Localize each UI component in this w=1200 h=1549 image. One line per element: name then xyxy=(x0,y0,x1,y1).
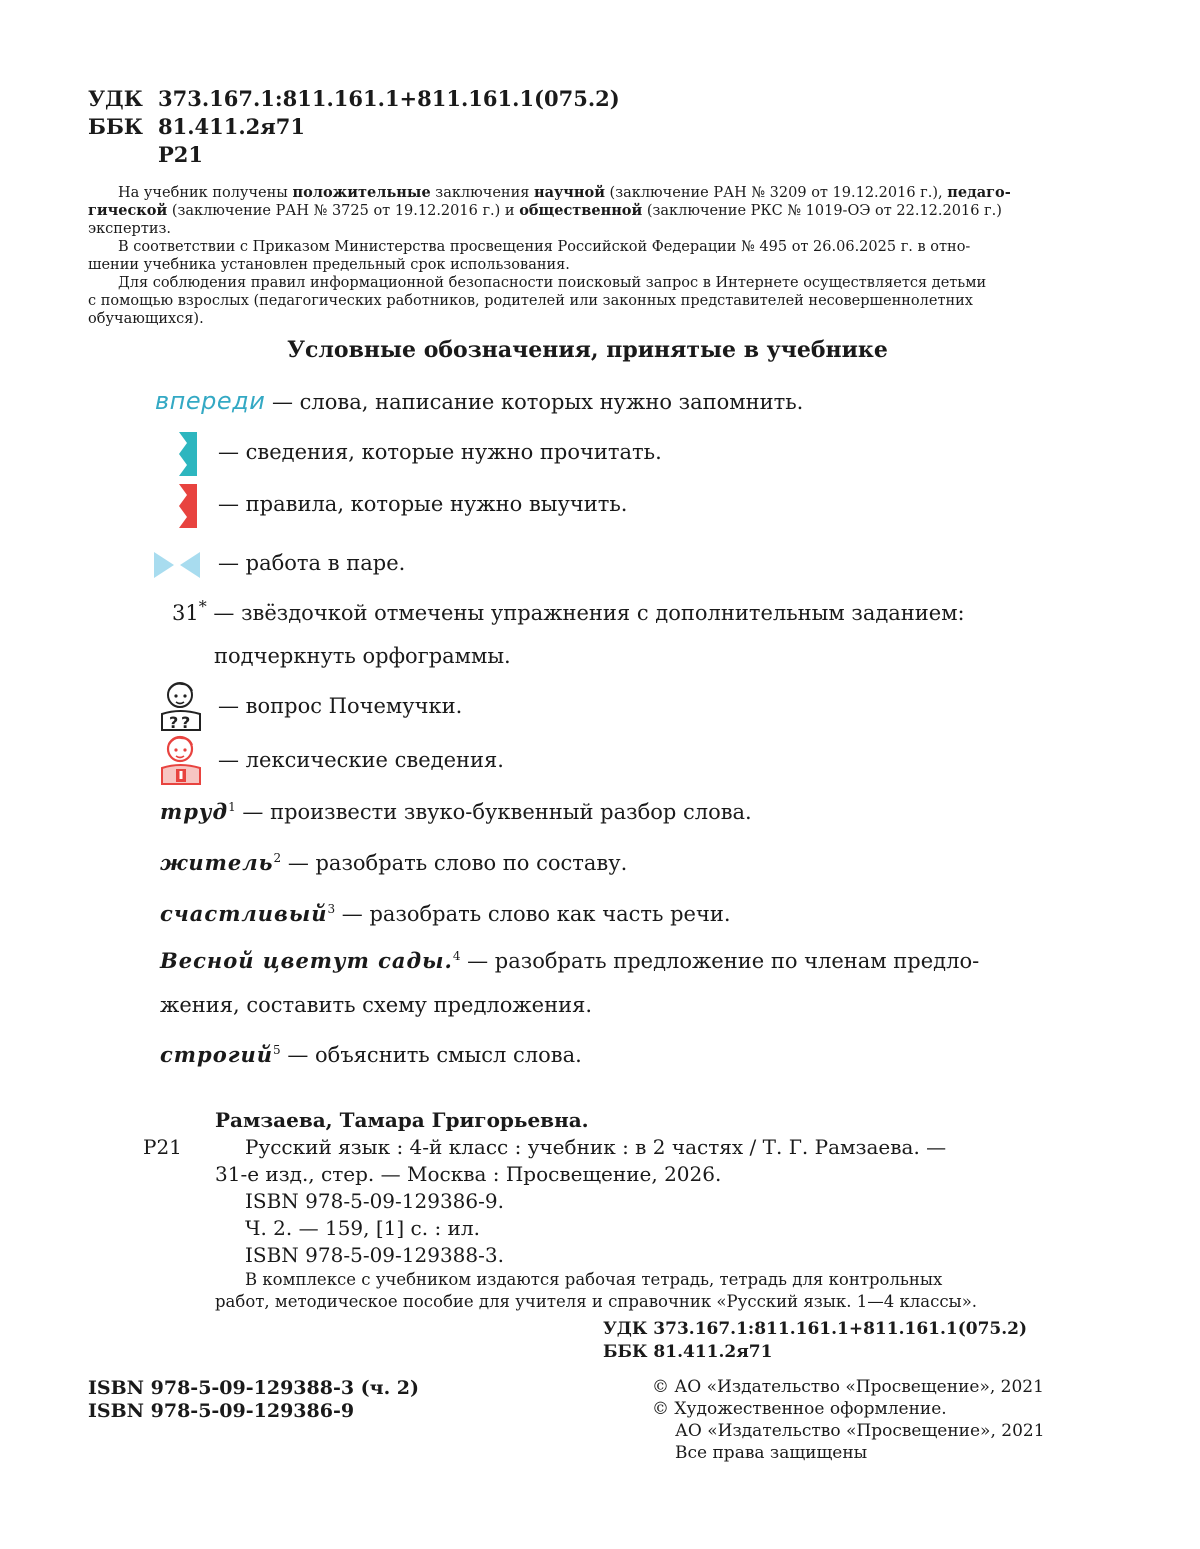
bbk-label: ББК xyxy=(88,114,143,139)
sample-word: строгий xyxy=(160,1042,274,1067)
sample-word: счастливый xyxy=(160,901,328,926)
pochemuchka-icon xyxy=(156,680,206,732)
legend-item-question: — вопрос Почемучки. xyxy=(218,694,463,718)
notice-p1-line1: На учебник получены положительные заключения научной (заключение РАН № 3209 от 19.12.2016 г.), педаго- xyxy=(118,184,1011,201)
notice-p3-line3: обучающихся). xyxy=(88,311,204,327)
isbn-set: ISBN 978-5-09-129386-9 xyxy=(88,1400,355,1422)
svg-text:?: ? xyxy=(181,713,191,732)
isbn-part2: ISBN 978-5-09-129388-3 (ч. 2) xyxy=(88,1377,420,1399)
script-word-marker: впереди xyxy=(155,387,266,415)
teal-bookmark-icon xyxy=(176,432,198,476)
pair-work-icon xyxy=(154,552,200,578)
copyright-line2: © Художественное оформление. xyxy=(652,1399,947,1419)
notice-p3-line2: с помощью взрослых (педагогических работников, родителей или законных представителей несовершеннолетних xyxy=(88,293,973,309)
sample-word: житель xyxy=(160,850,274,875)
copyright-line1: © АО «Издательство «Просвещение», 2021 xyxy=(652,1377,1044,1397)
legend-item-star-cont: подчеркнуть орфограммы. xyxy=(214,644,511,668)
catalog-line4: Ч. 2. — 159, [1] с. : ил. xyxy=(245,1216,480,1240)
legend-item-memorize: впереди — слова, написание которых нужно запомнить. xyxy=(155,387,804,415)
legend-item-phonetic: труд$^1$ — произвести звуко-буквенный разбор слова. xyxy=(160,799,752,824)
catalog-code: Р21 xyxy=(143,1135,182,1159)
author-code: Р21 xyxy=(158,142,204,167)
catalog-author: Рамзаева, Тамара Григорьевна. xyxy=(215,1108,589,1132)
copyright-line3: АО «Издательство «Просвещение», 2021 xyxy=(675,1421,1045,1441)
legend-item-meaning: строгий$^5$ — объяснить смысл слова. xyxy=(160,1042,582,1067)
notice-p3-line1: Для соблюдения правил информационной безопасности поисковый запрос в Интернете осуществляется детьми xyxy=(118,275,987,291)
catalog-note2: работ, методическое пособие для учителя и справочник «Русский язык. 1—4 классы». xyxy=(215,1292,978,1311)
catalog-udk: УДК 373.167.1:811.161.1+811.161.1(075.2) xyxy=(603,1319,1028,1339)
red-bookmark-icon xyxy=(176,484,198,528)
notice-p2-line2: шении учебника установлен предельный срок использования. xyxy=(88,257,570,273)
svg-text:?: ? xyxy=(169,713,179,732)
catalog-line2: 31-е изд., стер. — Москва : Просвещение, 2026. xyxy=(215,1162,722,1186)
exercise-number: 31 xyxy=(172,601,199,625)
sample-sentence: Весной цветут сады. xyxy=(160,948,453,973)
notice-p2-line1: В соответствии с Приказом Министерства просвещения Российской Федерации № 495 от 26.06.2025 г. в отно- xyxy=(118,239,971,255)
udk-value: 373.167.1:811.161.1+811.161.1(075.2) xyxy=(158,86,620,111)
catalog-bbk: ББК 81.411.2я71 xyxy=(603,1342,773,1362)
legend-item-pair: — работа в паре. xyxy=(218,551,406,575)
legend-title: Условные обозначения, принятые в учебнике xyxy=(287,337,888,363)
notice-p1-line2: гической (заключение РАН № 3725 от 19.12.2016 г.) и общественной (заключение РКС № 1019-ОЭ от 22.12.2016 г.) xyxy=(88,202,1002,219)
legend-item-morphemic: житель$^2$ — разобрать слово по составу. xyxy=(160,850,628,875)
catalog-line1: Русский язык : 4-й класс : учебник : в 2 частях / Т. Г. Рамзаева. — xyxy=(245,1135,947,1159)
sample-word: труд xyxy=(160,799,229,824)
catalog-line3: ISBN 978-5-09-129386-9. xyxy=(245,1189,504,1213)
legend-item-star: 31* — звёздочкой отмечены упражнения с дополнительным заданием: xyxy=(172,597,965,625)
legend-item-read: — сведения, которые нужно прочитать. xyxy=(218,440,662,464)
bbk-value: 81.411.2я71 xyxy=(158,114,306,139)
legend-item-syntactic: Весной цветут сады.$^4$ — разобрать предложение по членам предло- xyxy=(160,948,980,973)
copyright-line4: Все права защищены xyxy=(675,1443,868,1463)
catalog-note1: В комплексе с учебником издаются рабочая тетрадь, тетрадь для контрольных xyxy=(245,1270,943,1289)
legend-item-syntactic-cont: жения, составить схему предложения. xyxy=(160,993,593,1017)
legend-item-lexical: — лексические сведения. xyxy=(218,748,504,772)
legend-item-learn: — правила, которые нужно выучить. xyxy=(218,492,628,516)
notice-p1-line3: экспертиз. xyxy=(88,221,172,237)
catalog-line5: ISBN 978-5-09-129388-3. xyxy=(245,1243,504,1267)
lexical-info-icon xyxy=(156,734,206,786)
legend-item-morphological: счастливый$^3$ — разобрать слово как часть речи. xyxy=(160,901,731,926)
udk-label: УДК xyxy=(88,86,143,111)
